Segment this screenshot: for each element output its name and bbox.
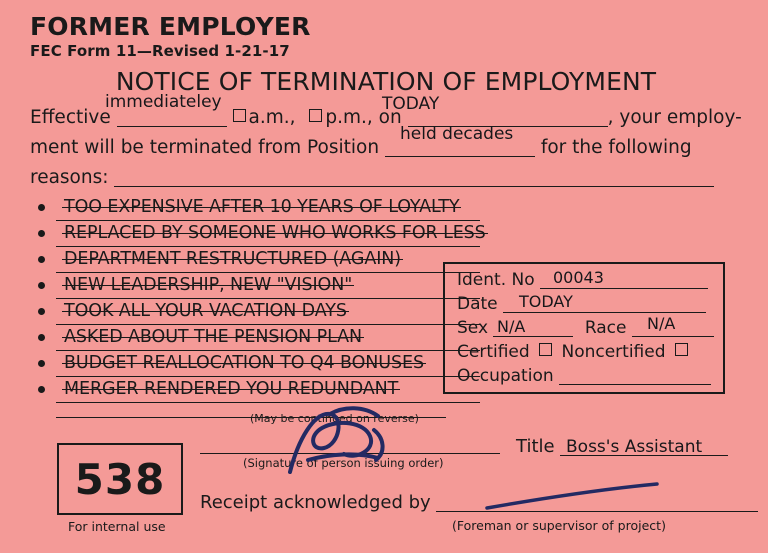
form-number: FEC Form 11—Revised 1-21-17 [30,41,290,60]
list-item [30,353,450,379]
list-item [30,196,460,223]
list-item [30,301,450,327]
identification-box [443,262,725,394]
internal-use-caption: For internal use [68,519,166,534]
am-checkbox[interactable] [233,109,246,122]
foreman-caption: (Foreman or supervisor of project) [452,518,666,533]
position-prefix: ment will be terminated from Position [30,136,380,158]
writing-rule [56,402,480,403]
bullet-icon [38,386,45,393]
bullet-icon [38,308,45,315]
notice-heading: NOTICE OF TERMINATION OF EMPLOYMENT [115,66,657,96]
ident-date-label: Date [457,294,498,314]
internal-use-box [57,443,183,515]
reason-text: TOOK ALL YOUR VACATION DAYS [64,300,347,321]
ident-sex-race-row [457,314,713,342]
writing-rule [56,272,480,273]
receipt-label: Receipt acknowledged by [200,492,431,513]
list-item [30,249,450,275]
noncertified-label: Noncertified [561,342,666,362]
ident-no-label: Ident. No [457,270,535,290]
list-item [30,379,450,405]
writing-rule [56,350,480,351]
sex-label: Sex [457,318,489,338]
ident-occupation-row [457,366,713,390]
handwritten-effective: immediateley [105,91,222,112]
reasons-blank[interactable] [114,167,714,187]
internal-number: 538 [74,454,166,504]
reason-text: BUDGET REALLOCATION TO Q4 BONUSES [64,352,424,373]
writing-rule [56,220,480,221]
signature-line[interactable] [200,453,500,454]
race-label: Race [584,318,627,338]
receipt-field [200,492,758,513]
writing-rule [56,246,480,247]
effective-label: Effective [30,106,111,128]
reason-text: REPLACED BY SOMEONE WHO WORKS FOR LESS [64,222,486,243]
certified-label: Certified [457,342,530,362]
signature-caption: (Signature of person issuing order) [243,456,444,470]
writing-rule [56,324,480,325]
occupation-blank[interactable] [559,366,711,385]
title-label: Title [516,436,555,457]
bullet-icon [38,204,45,211]
handwritten-ident-date: TODAY [519,292,573,311]
bullet-icon [38,230,45,237]
ident-certified-row [457,342,713,366]
employment-tail: , your employ- [607,106,742,128]
reason-text: DEPARTMENT RESTRUCTURED (AGAIN) [64,248,401,269]
handwritten-ident-no: 00043 [553,268,604,287]
handwritten-date: TODAY [382,93,440,114]
reason-text: TOO EXPENSIVE AFTER 10 YEARS OF LOYALTY [64,196,460,217]
list-item [30,222,486,249]
certified-checkbox[interactable] [539,343,552,356]
reason-text: MERGER RENDERED YOU REDUNDANT [64,378,399,399]
handwritten-race: N/A [647,314,676,333]
bullet-icon [38,360,45,367]
bullet-icon [38,256,45,263]
page-title: FORMER EMPLOYER [30,12,311,41]
am-label: a.m., [248,106,296,128]
reason-text: NEW LEADERSHIP, NEW "VISION" [64,274,353,295]
handwritten-title: Boss's Assistant [566,437,703,457]
reason-text: ASKED ABOUT THE PENSION PLAN [64,326,362,347]
writing-rule [56,376,480,377]
list-item [30,275,450,301]
title-field [516,436,728,457]
handwritten-position: held decades [400,123,514,144]
receipt-blank[interactable] [436,492,758,512]
pm-label: p.m., on [325,106,402,128]
noncertified-checkbox[interactable] [675,343,688,356]
reasons-label: reasons: [30,166,109,188]
bullet-icon [38,334,45,341]
occupation-label: Occupation [457,366,554,386]
position-tail: for the following [540,136,692,158]
handwritten-sex: N/A [497,317,526,336]
may-be-continued-caption: (May be continued on reverse) [250,412,419,425]
pm-checkbox[interactable] [309,109,322,122]
list-item [30,327,450,353]
writing-rule [56,298,480,299]
effective-paragraph [30,91,742,193]
bullet-icon [38,282,45,289]
ident-no-row [457,270,713,294]
